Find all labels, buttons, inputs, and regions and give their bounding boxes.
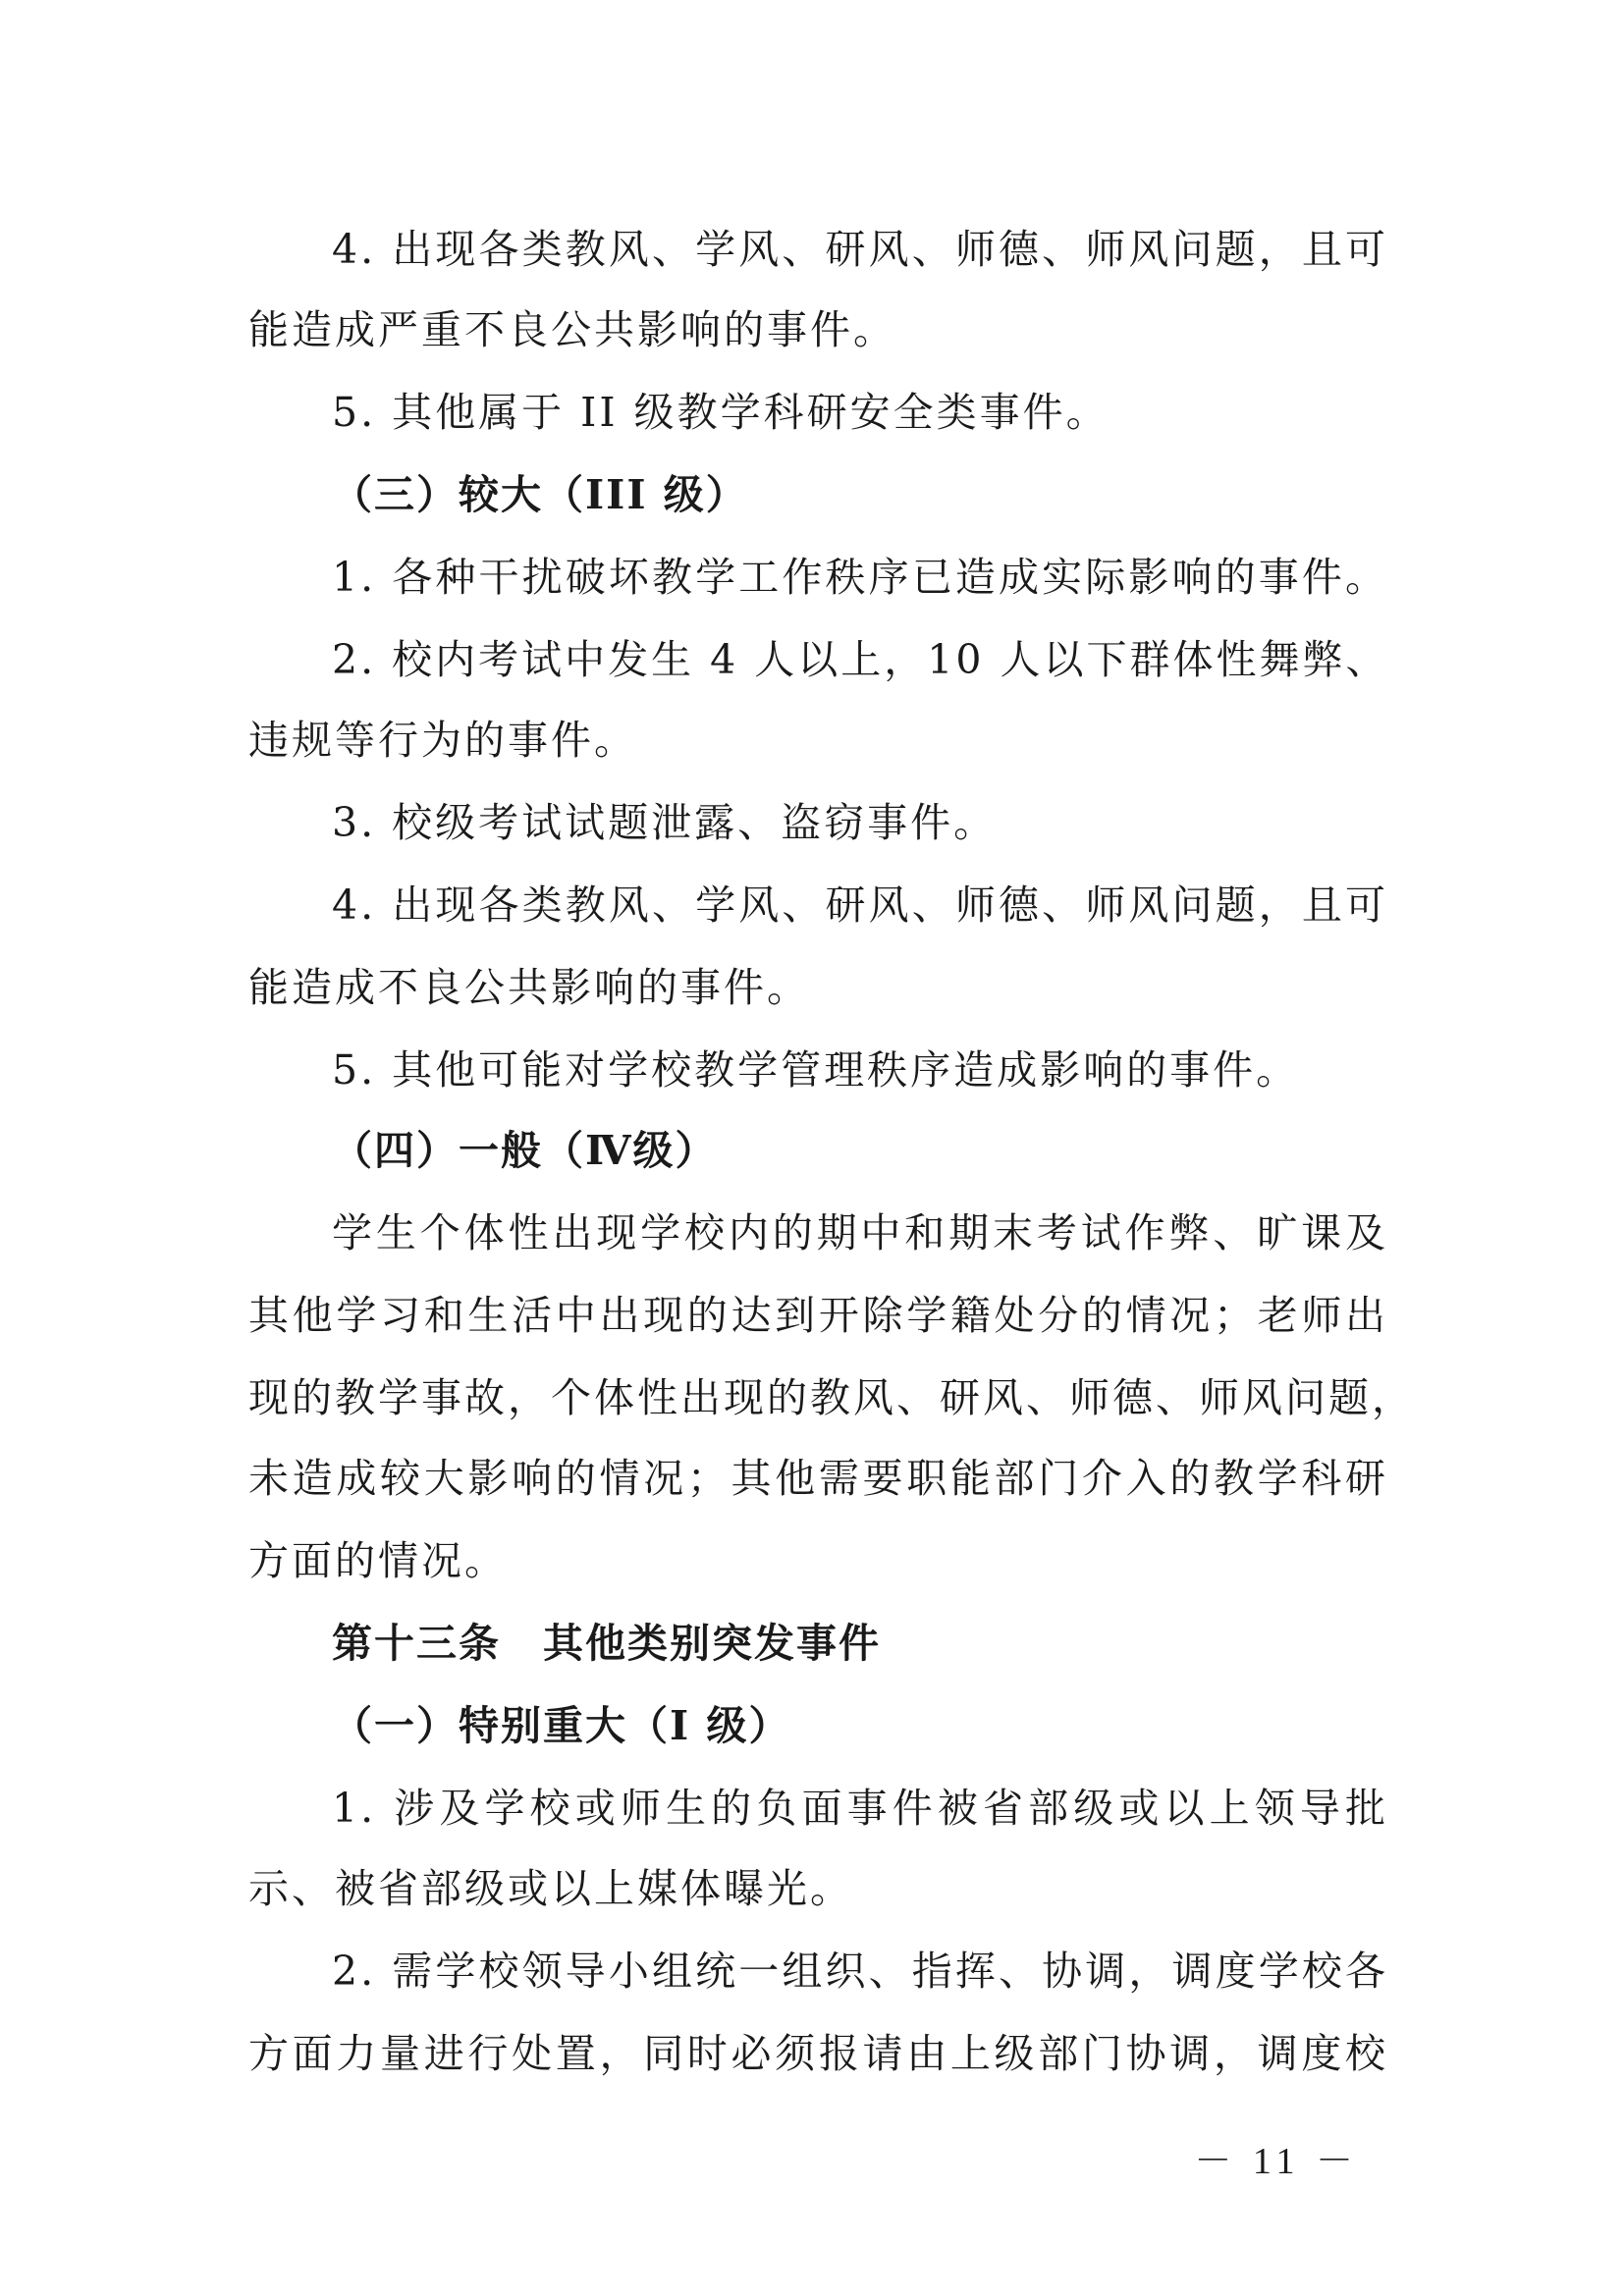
text-line: 4. 出现各类教风、学风、研风、师德、师风问题，且可 xyxy=(332,881,1388,929)
text-line: 现的教学事故，个体性出现的教风、研风、师德、师风问题， xyxy=(248,1374,1415,1421)
text-line: 1. 涉及学校或师生的负面事件被省部级或以上领导批 xyxy=(332,1785,1388,1832)
text-line: 违规等行为的事件。 xyxy=(248,717,637,764)
text-line: 学生个体性出现学校内的期中和期末考试作弊、旷课及 xyxy=(332,1209,1388,1256)
page-number: － 11 － xyxy=(1194,2141,1359,2182)
text-line: 1. 各种干扰破坏教学工作秩序已造成实际影响的事件。 xyxy=(332,554,1388,601)
article-heading: 第十三条 其他类别突发事件 xyxy=(332,1620,881,1667)
text-line: 未造成较大影响的情况；其他需要职能部门介入的教学科研 xyxy=(248,1455,1388,1502)
section-heading: （四）一般（Ⅳ级） xyxy=(332,1127,718,1174)
text-line: 5. 其他属于 II 级教学科研安全类事件。 xyxy=(332,389,1110,436)
text-line: 方面力量进行处置，同时必须报请由上级部门协调，调度校 xyxy=(248,2030,1388,2077)
text-line: 5. 其他可能对学校教学管理秩序造成影响的事件。 xyxy=(332,1046,1300,1094)
text-line: 2. 需学校领导小组统一组织、指挥、协调，调度学校各 xyxy=(332,1948,1388,1995)
text-line: 其他学习和生活中出现的达到开除学籍处分的情况；老师出 xyxy=(248,1292,1388,1339)
text-line: 能造成严重不良公共影响的事件。 xyxy=(248,306,896,353)
text-line: 方面的情况。 xyxy=(248,1537,508,1584)
section-heading: （三）较大（III 级） xyxy=(332,471,748,518)
text-line: 4. 出现各类教风、学风、研风、师德、师风问题，且可 xyxy=(332,226,1388,273)
text-line: 2. 校内考试中发生 4 人以上，10 人以下群体性舞弊、 xyxy=(332,636,1389,683)
text-line: 3. 校级考试试题泄露、盗窃事件。 xyxy=(332,799,998,846)
text-line: 能造成不良公共影响的事件。 xyxy=(248,964,810,1011)
text-line: 示、被省部级或以上媒体曝光。 xyxy=(248,1865,853,1912)
section-heading: （一）特别重大（I 级） xyxy=(332,1702,791,1749)
